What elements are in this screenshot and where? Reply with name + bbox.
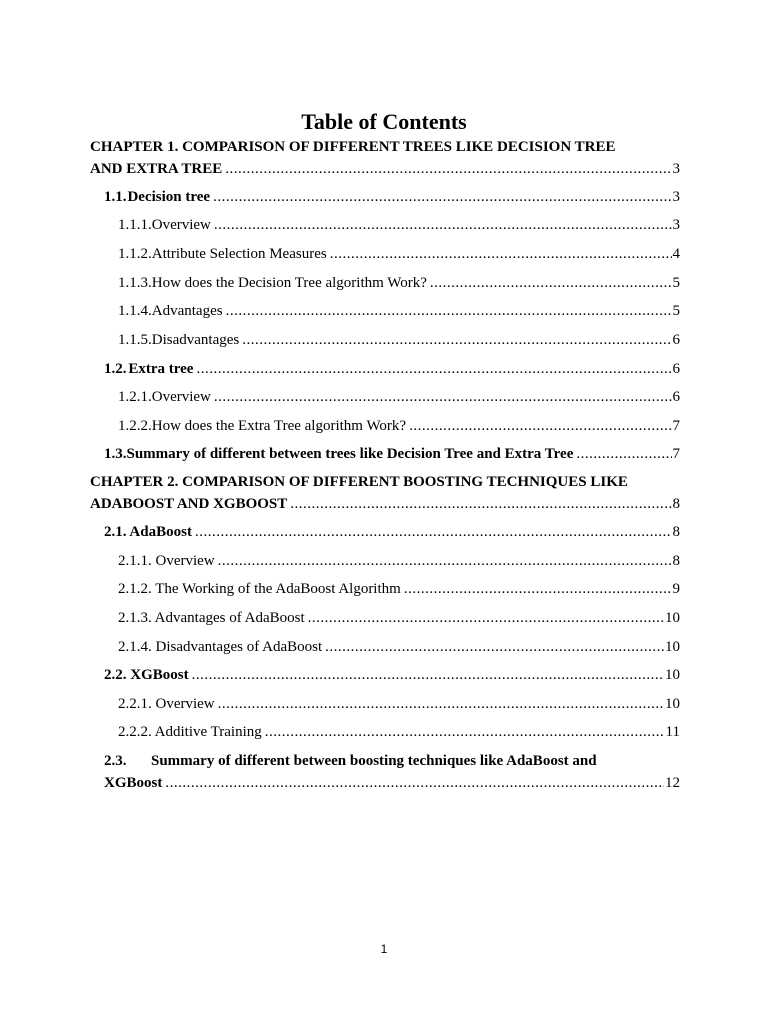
toc-entry-text: 2.2.2. Additive Training [118,724,262,740]
toc-entry-text: XGBoost [104,775,163,791]
toc-entry-text: How does the Decision Tree algorithm Work? [151,275,427,291]
toc-page-number: 5 [672,303,680,319]
toc-entry-1-2-1[interactable] [118,386,680,408]
toc-page-number: 10 [665,696,680,712]
toc-page-number: 6 [672,389,680,405]
toc-entry-2-1-1[interactable] [118,550,680,572]
toc-entry-text: Overview [151,389,211,405]
toc-entry-1-1-5[interactable] [118,329,680,351]
dot-leader [265,721,665,743]
toc-entry-1-1-1[interactable] [118,214,680,236]
toc-entry-1-3[interactable] [104,443,680,465]
toc-entry-number: 1.1.2. [118,246,152,262]
toc-entry-text: 2.2. XGBoost [104,667,189,683]
toc-entry-text: How does the Extra Tree algorithm Work? [151,418,407,434]
toc-entry-number: 1.2.1. [118,389,152,405]
toc-entry-chapter-2[interactable] [90,471,680,515]
toc-entry-1-1[interactable] [104,186,680,208]
toc-entry-text: Advantages [151,303,223,319]
dot-leader [165,772,664,794]
dot-leader [196,358,671,380]
dot-leader [218,693,664,715]
toc-page-number: 3 [672,217,680,233]
toc-entry-2-2-1[interactable] [118,693,680,715]
toc-entry-number: 1.2. [104,361,127,377]
toc-entry-text: CHAPTER 2. COMPARISON OF DIFFERENT BOOSTING TECHNIQUES LIKE [90,474,628,490]
toc-entry-1-2-2[interactable] [118,415,680,437]
toc-entry-2-1-2[interactable] [118,578,680,600]
toc-page-number: 7 [672,446,680,462]
toc-page-number: 8 [672,524,680,540]
toc-page-number: 10 [665,639,680,655]
toc-entry-number: 2.3. [104,753,127,769]
toc-entry-text: 2.2.1. Overview [118,696,215,712]
dot-leader [242,329,671,351]
toc-page-number: 7 [672,418,680,434]
toc-page-number: 4 [672,246,680,262]
dot-leader [290,493,671,515]
toc-entry-text: 2.1. AdaBoost [104,524,192,540]
toc-entry-number: 1.2.2. [118,418,152,434]
toc-entry-2-3[interactable] [104,750,680,794]
dot-leader [213,186,671,208]
toc-page-number: 6 [672,361,680,377]
toc-entry-1-1-2[interactable] [118,243,680,265]
toc-entry-number: 1.1.1. [118,217,152,233]
dot-leader [214,386,672,408]
dot-leader [195,521,672,543]
dot-leader [218,550,672,572]
toc-entry-text: 2.1.1. Overview [118,553,215,569]
toc-entry-1-1-4[interactable] [118,300,680,322]
toc-entry-1-2[interactable] [104,358,680,380]
toc-entry-text: Decision tree [127,189,211,205]
toc-entry-text: Disadvantages [151,332,240,348]
dot-leader [430,272,672,294]
toc-entry-text: 2.1.4. Disadvantages of AdaBoost [118,639,323,655]
dot-leader [225,158,671,180]
dot-leader [214,214,672,236]
toc-entry-text: Extra tree [128,361,194,377]
toc-page-number: 12 [665,775,680,791]
dot-leader [409,415,671,437]
toc-entry-text: Attribute Selection Measures [151,246,327,262]
toc-entry-1-1-3[interactable] [118,272,680,294]
toc-entry-number: 1.1.3. [118,275,152,291]
dot-leader [404,578,672,600]
toc-entry-chapter-1[interactable] [90,136,680,180]
dot-leader [192,664,664,686]
page-title: Table of Contents [301,109,467,134]
toc-page-number: 8 [672,553,680,569]
toc-page-number: 11 [665,724,680,740]
toc-page-number: 3 [672,161,680,177]
toc-entry-2-1-4[interactable] [118,636,680,658]
toc-entry-text: Summary of different between trees like Decision Tree and Extra Tree [126,446,574,462]
toc-entry-2-1-3[interactable] [118,607,680,629]
toc-entry-2-2-2[interactable] [118,721,680,743]
toc-entry-number: 1.1.5. [118,332,152,348]
toc-page-number: 8 [672,496,680,512]
toc-entry-text: Overview [151,217,211,233]
toc-entry-text: CHAPTER 1. COMPARISON OF DIFFERENT TREES LIKE DECISION TREE [90,139,616,155]
toc-entry-text: AND EXTRA TREE [90,161,223,177]
dot-leader [576,443,671,465]
toc-entry-2-1[interactable] [104,521,680,543]
toc-entry-text: ADABOOST AND XGBOOST [90,496,288,512]
dot-leader [330,243,672,265]
toc-page-number: 5 [672,275,680,291]
toc-page-number: 10 [665,610,680,626]
toc-page-number: 10 [665,667,680,683]
toc-entry-text: 2.1.2. The Working of the AdaBoost Algorithm [118,581,401,597]
page-footer-number: 1 [380,942,388,956]
toc-entry-text: Summary of different between boosting techniques like AdaBoost and [151,753,597,769]
toc-entry-number: 1.1.4. [118,303,152,319]
dot-leader [325,636,664,658]
toc-entry-2-2[interactable] [104,664,680,686]
dot-leader [226,300,672,322]
toc-page-number: 9 [672,581,680,597]
toc-entry-number: 1.1. [104,189,127,205]
toc-page-number: 3 [672,189,680,205]
toc-page-number: 6 [672,332,680,348]
toc-entry-text: 2.1.3. Advantages of AdaBoost [118,610,305,626]
dot-leader [308,607,664,629]
toc-entry-number: 1.3. [104,446,127,462]
